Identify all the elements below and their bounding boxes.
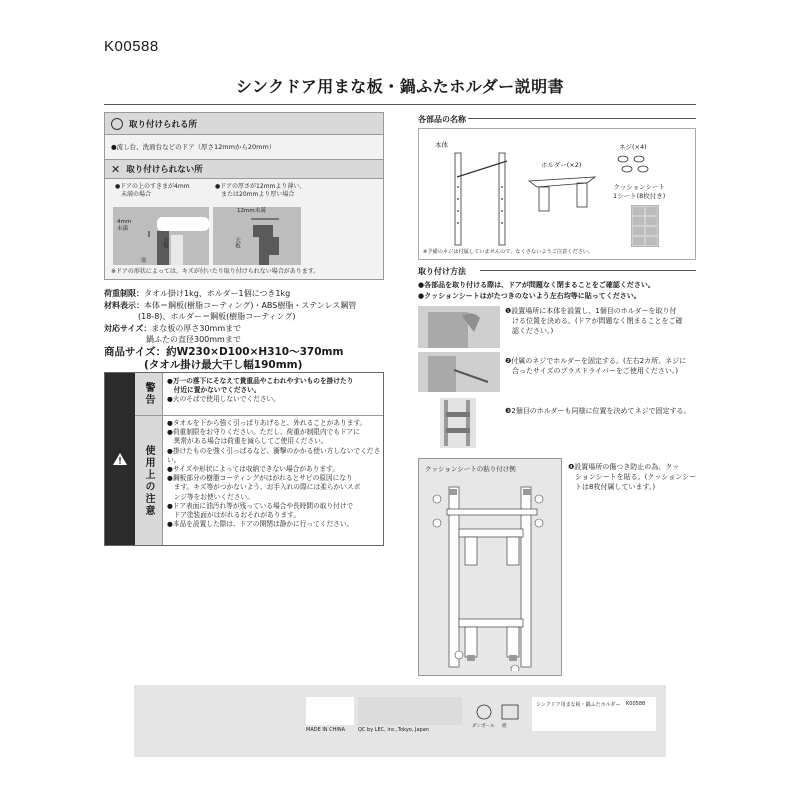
part-screw-label: ネジ(×4) [619, 143, 647, 151]
step4-text: ❹設置場所の傷つき防止の為、クッ ションシートを貼る。(クッションシー トは8枚付属しています。) [568, 463, 697, 491]
step1-text: ❶設置場所に本体を設置し、1個目のホルダーを取り付 ける位置を決める。(ドアが問題なく閉まることをご確 認ください。) [505, 307, 683, 335]
label-top-2: 天板 [234, 237, 240, 248]
recycle-icon [474, 703, 524, 721]
footer-product-label: シンクドア用まな板・鍋ふたホルダー [536, 702, 621, 708]
not-mountable-heading: 取り付けられない所 [126, 165, 203, 175]
cushion-sheet-illustration [631, 205, 659, 247]
cushion-example-box [418, 458, 562, 676]
part-holder-label: ホルダー(×2) [541, 161, 582, 169]
holder-illustration [527, 173, 597, 213]
not-mountable-panel [105, 179, 383, 279]
case2-text: ●ドアの厚さが12mmより薄い、 または20mmより厚い場合 [215, 183, 306, 198]
made-in: MADE IN CHINA [306, 727, 346, 733]
not-mountable-note: ※ドアの形状によっては、キズが付いたり取り付けられない場合があります。 [111, 268, 320, 275]
caution-label: 使用上の注意 [135, 416, 163, 545]
material-value-2: (18-8)、ホルダー＝鋼板(樹脂コーティング) [138, 312, 296, 321]
footer-white-box-1 [306, 697, 354, 725]
caution-divider [135, 415, 383, 416]
warning-label: 警告 [135, 373, 163, 415]
step3-text: ❸2個目のホルダーも同様に位置を決めてネジで固定する。 [505, 407, 691, 415]
load-label: 荷重制限： [104, 289, 144, 298]
size-value-2: 鍋ふたの直径300mmまで [146, 335, 241, 344]
footer-fine-print [358, 697, 462, 725]
product-size-label: 商品サイズ： [104, 345, 167, 358]
label-top: 天板 [162, 237, 168, 248]
caution-block [104, 372, 384, 546]
cushion-example-label: クッションシートの貼り付け例 [425, 465, 516, 473]
page-title: シンクドア用まな板・鍋ふたホルダー説明書 [235, 77, 565, 96]
install-intro-1: ●各部品を取り付ける際は、ドアが問題なく閉まることをご確認ください。 [418, 281, 655, 289]
maker-name: QC by LEC, inc.,Tokyo, Japan [358, 727, 429, 733]
specs-block [104, 288, 394, 372]
step1-image [418, 306, 500, 348]
label-12mm: 12mm未満 [237, 208, 266, 214]
cross-icon: ✕ [111, 162, 121, 176]
install-intro-2: ●クッションシートはがたつきのないよう左右均等に貼ってください。 [418, 292, 641, 300]
part-body-label: 本体 [435, 141, 448, 149]
case1-text: ●ドアの上のすきまが4mm 未満の場合 [115, 183, 190, 198]
install-heading-rule [480, 270, 696, 271]
mountable-heading: 取り付けられる所 [129, 119, 198, 130]
material-label: 材料表示： [104, 300, 144, 310]
recycle-label-1: ダンボール [472, 724, 495, 729]
parts-heading-rule [468, 118, 696, 119]
step2-image [418, 352, 500, 392]
recycle-label-2: 紙 [502, 724, 507, 729]
install-heading: 取り付け方法 [418, 267, 466, 276]
parts-box [418, 128, 696, 260]
not-mountable-header [105, 159, 383, 179]
parts-note: ※予備のネジは付属していませんので、なくさないようご注意ください。 [423, 249, 594, 255]
product-size-value-1: 約W230×D100×H310〜370mm [166, 345, 344, 358]
ok-circle-icon [111, 118, 123, 130]
cushion-example-diagram [429, 479, 553, 671]
material-value-1: 本体＝鋼板(樹脂コーティング)・ABS樹脂・ステンレス鋼管 [144, 300, 357, 310]
warning-text: ●万一の落下にそなえて貴重品やこわれやすいものを掛けたり 付近に置かないでください。 ●火のそばで使用しないでください。 [167, 377, 354, 404]
footer-panel [134, 685, 666, 757]
product-size-value-2: (タオル掛け最大干し幅190mm) [144, 358, 303, 371]
thickness-diagram [213, 207, 301, 265]
footer-code: K00588 [626, 701, 646, 707]
product-code: K00588 [104, 38, 159, 55]
part-cushion-label: クッションシート 1シート(8枚付き) [613, 183, 666, 200]
footer-product-label-box [532, 697, 656, 731]
label-door: 扉 [141, 258, 147, 264]
size-label: 対応サイズ： [104, 323, 152, 333]
title-divider [104, 104, 696, 105]
load-value: タオル掛け1kg、ホルダー1個につき1kg [144, 289, 291, 298]
step3-image [440, 398, 476, 448]
warning-triangle-icon [105, 373, 135, 545]
gap-diagram [113, 207, 209, 265]
body-illustration [439, 147, 539, 247]
caution-text: ●タオルを下から強く引っぱりあげると、外れることがあります。 ●荷重制限をお守りください。ただし、荷重が制限内でもドアに 異常がある場合は荷重を減らしてご使用ください。 ●掛けたものを強く引っぱるなど、衝撃のかかる使い方しないでください。 ●サイズや形状によっては収納できない場合があります。 ●鋼板部分の樹脂コーティングがはがれるとサビの原因になり ます。キズ等がつかないよう、お手入れの際には柔らかいスポ ンジ等をお使いください。 ●ドア表面に油汚れ等が残っている場合や長時間の取り付けで ドア塗装面がはがれるおそれがあります。 ●本品を設置した際は、ドアの開閉は静かに行ってください。 [167, 419, 381, 529]
parts-heading: 各部品の名称 [418, 115, 466, 124]
label-4mm: 4mm 未満 [117, 219, 132, 232]
mounting-info-box [104, 112, 384, 280]
screw-icon [615, 153, 655, 179]
size-value-1: まな板の厚さ30mmまで [151, 323, 242, 333]
mountable-text: ●流し台、洗面台などのドア（厚さ12mmから20mm） [105, 135, 383, 159]
step2-text: ❷付属のネジでホルダーを固定する。(左右2カ所。ネジに 合ったサイズのプラスドライバーをご使用ください。) [505, 357, 687, 375]
mountable-header [105, 113, 383, 135]
